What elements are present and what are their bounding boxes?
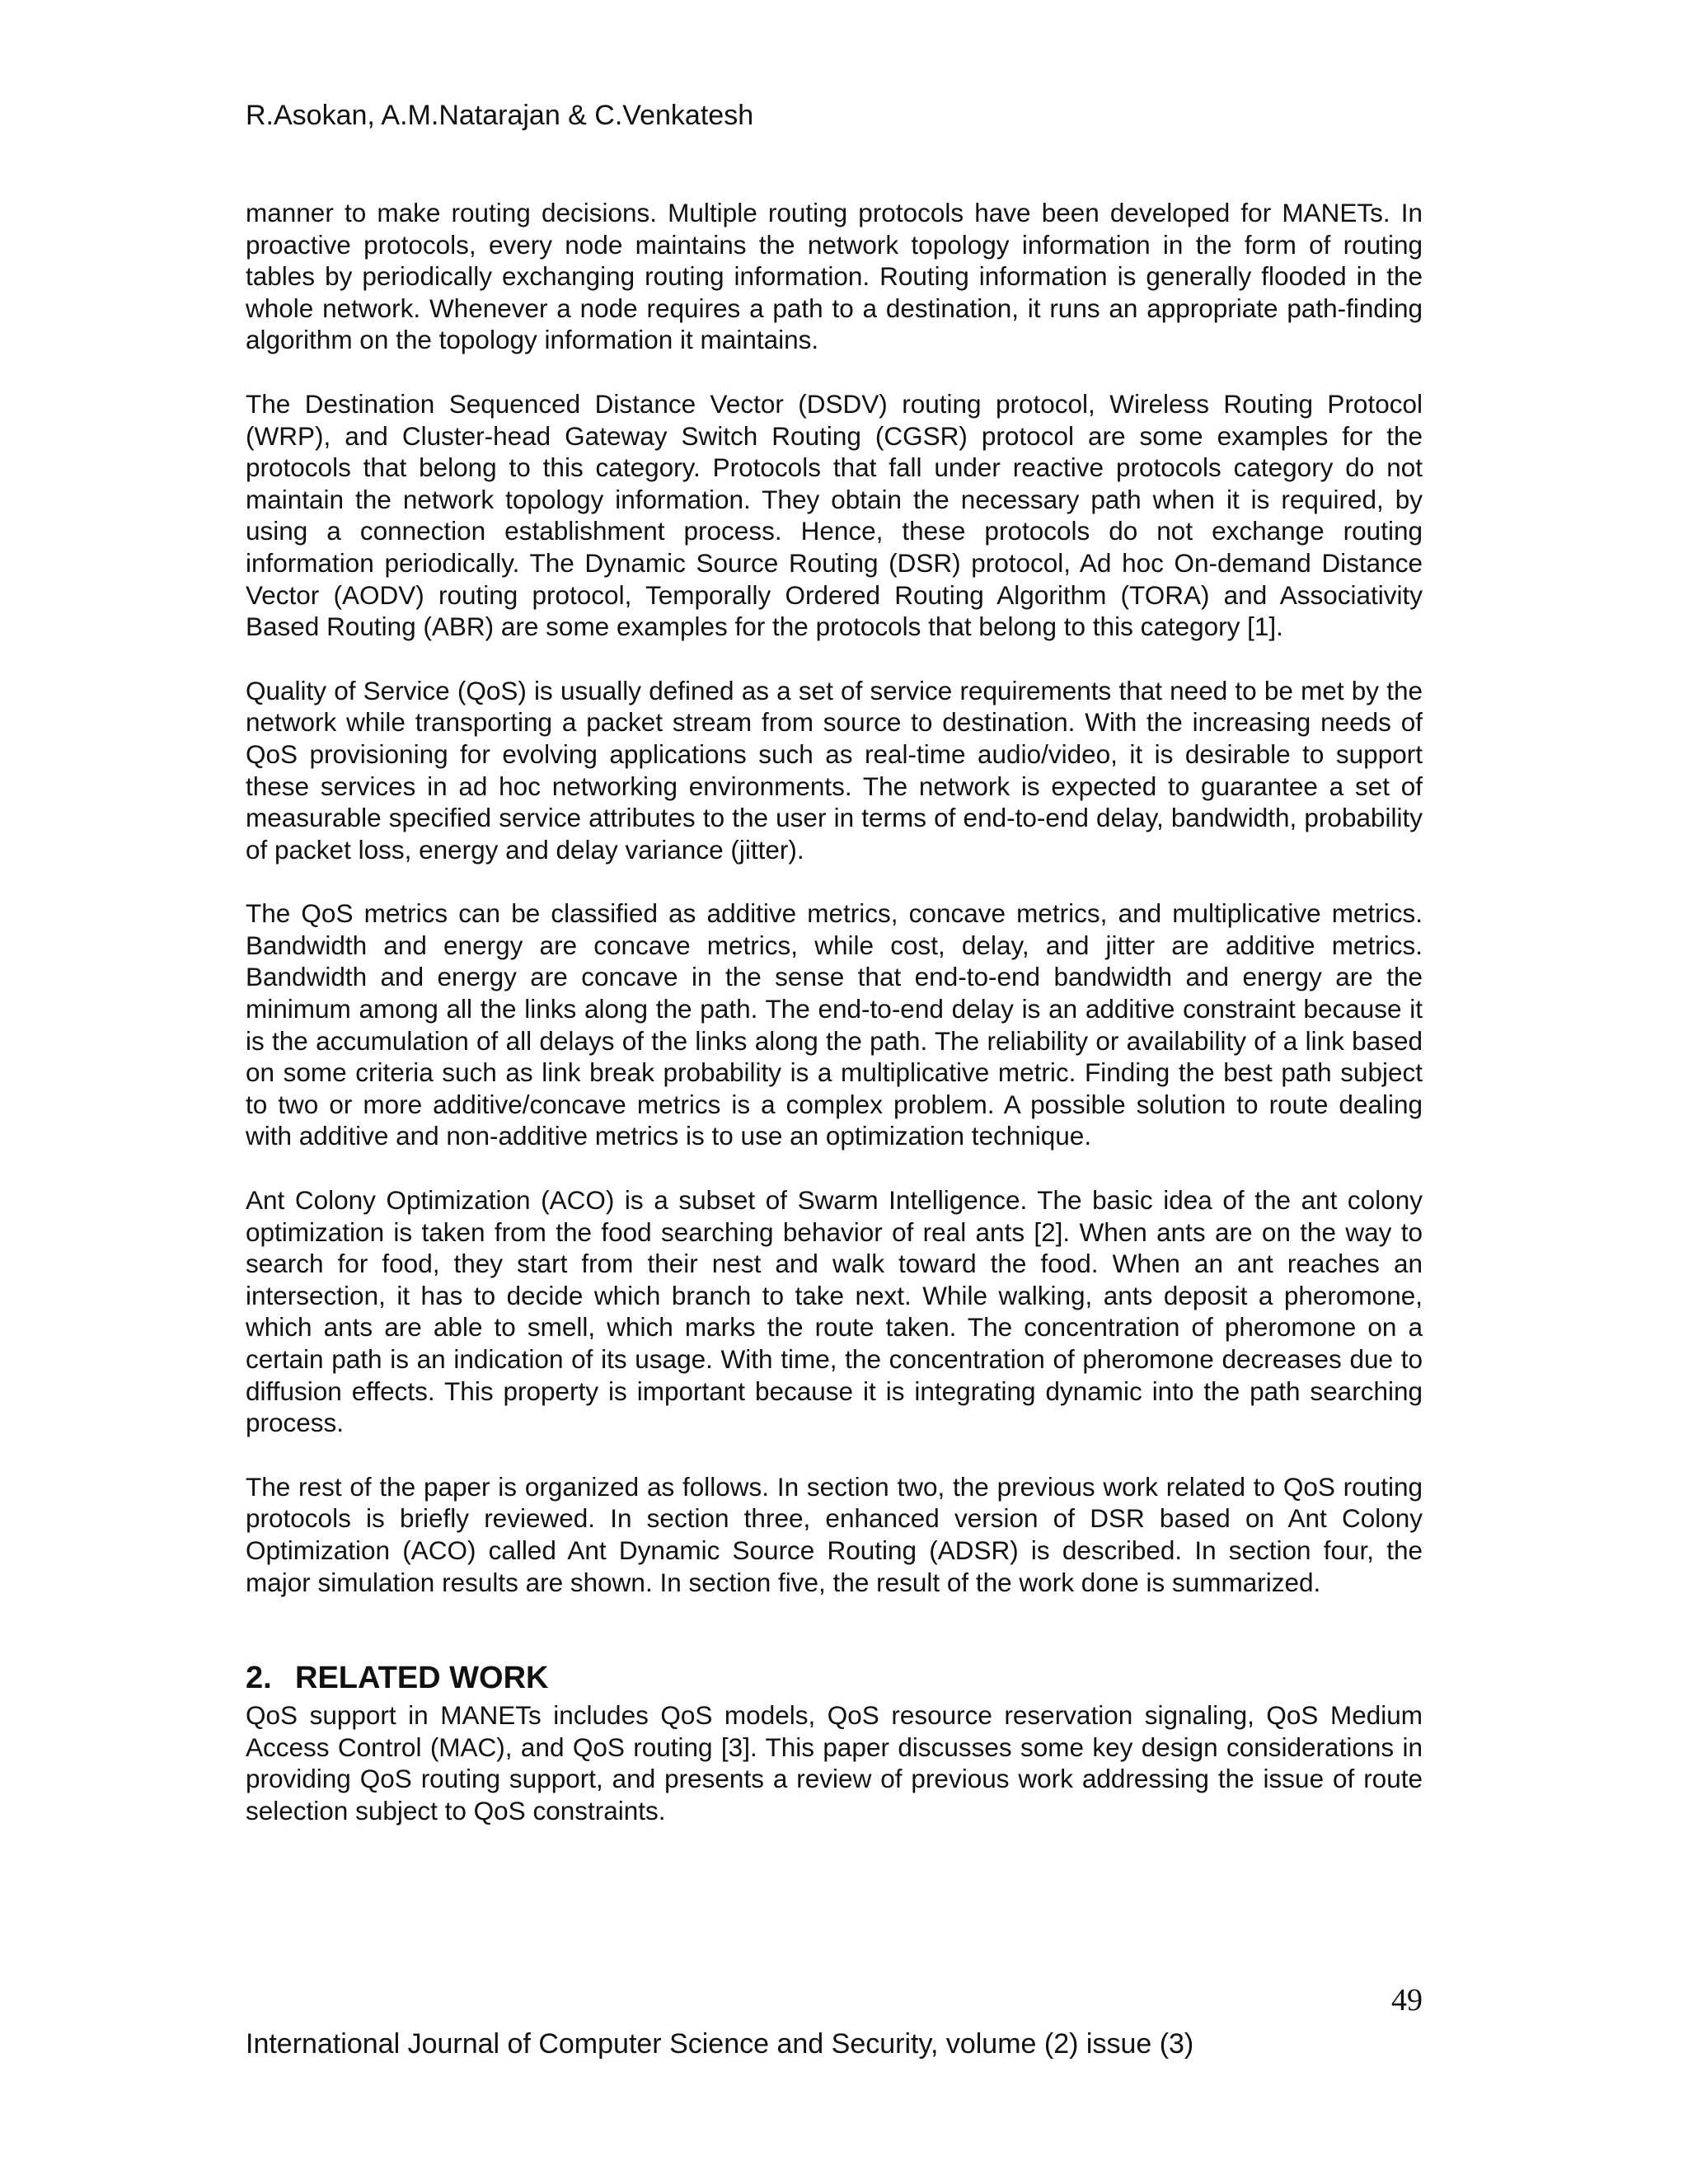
section-paragraph: QoS support in MANETs includes QoS models, QoS resource reservation signaling, QoS Medium Access Control (MAC), and QoS routing [3]. This paper discusses some key design considerations in providing QoS routing support, and presents a review of previous work addressing the issue of route selection subject to QoS constraints. [246, 1700, 1423, 1825]
body-paragraph: The QoS metrics can be classified as additive metrics, concave metrics, and multiplicative metrics. Bandwidth and energy are concave metrics, while cost, delay, and jitter are additive metrics. Bandwidth and energy are concave in the sense that end-to-end bandwidth and energy are the minimum among all the links along the path. The end-to-end delay is an additive constraint because it is the accumulation of all delays of the links along the path. The reliability or availability of a link based on some criteria such as link break probability is a multiplicative metric. Finding the best path subject to two or more additive/concave metrics is a complex problem. A possible solution to route dealing with additive and non-additive metrics is to use an optimization technique. [246, 898, 1423, 1151]
page-number: 49 [1391, 1983, 1423, 2018]
body-paragraph: The Destination Sequenced Distance Vector (DSDV) routing protocol, Wireless Routing Protocol (WRP), and Cluster-head Gateway Switch Routing (CGSR) protocol are some examples for the protocols that belong to this category. Protocols that fall under reactive protocols category do not maintain the network topology information. They obtain the necessary path when it is required, by using a connection establishment process. Hence, these protocols do not exchange routing information periodically. The Dynamic Source Routing (DSR) protocol, Ad hoc On-demand Distance Vector (AODV) routing protocol, Temporally Ordered Routing Algorithm (TORA) and Associativity Based Routing (ABR) are some examples for the protocols that belong to this category [1]. [246, 388, 1423, 642]
body-paragraph: The rest of the paper is organized as follows. In section two, the previous work related to QoS routing protocols is briefly reviewed. In section three, enhanced version of DSR based on Ant Colony Optimization (ACO) called Ant Dynamic Source Routing (ADSR) is described. In section four, the major simulation results are shown. In section five, the result of the work done is summarized. [246, 1471, 1423, 1597]
body-paragraph: Quality of Service (QoS) is usually defined as a set of service requirements that need to be met by the network while transporting a packet stream from source to destination. With the increasing needs of QoS provisioning for evolving applications such as real-time audio/video, it is desirable to support these services in ad hoc networking environments. The network is expected to guarantee a set of measurable specified service attributes to the user in terms of end-to-end delay, bandwidth, probability of packet loss, energy and delay variance (jitter). [246, 675, 1423, 865]
body-paragraph: Ant Colony Optimization (ACO) is a subset of Swarm Intelligence. The basic idea of the ant colony optimization is taken from the food searching behavior of real ants [2]. When ants are on the way to search for food, they start from their nest and walk toward the food. When an ant reaches an intersection, it has to decide which branch to take next. While walking, ants deposit a pheromone, which ants are able to smell, which marks the route taken. The concentration of pheromone on a certain path is an indication of its usage. With time, the concentration of pheromone decreases due to diffusion effects. This property is important because it is integrating dynamic into the path searching process. [246, 1185, 1423, 1438]
page-body [246, 197, 1423, 1827]
journal-footer: International Journal of Computer Science and Security, volume (2) issue (3) [246, 2028, 1194, 2060]
body-paragraph: manner to make routing decisions. Multiple routing protocols have been developed for MANETs. In proactive protocols, every node maintains the network topology information in the form of routing tables by periodically exchanging routing information. Routing information is generally flooded in the whole network. Whenever a node requires a path to a destination, it runs an appropriate path-finding algorithm on the topology information it maintains. [246, 198, 1423, 355]
section-title: RELATED WORK [295, 1661, 549, 1696]
running-head-authors: R.Asokan, A.M.Natarajan & C.Venkatesh [246, 100, 754, 131]
section-number: 2. [246, 1661, 272, 1696]
section-heading [246, 1658, 1423, 1698]
section-related-work [246, 1658, 1423, 1826]
